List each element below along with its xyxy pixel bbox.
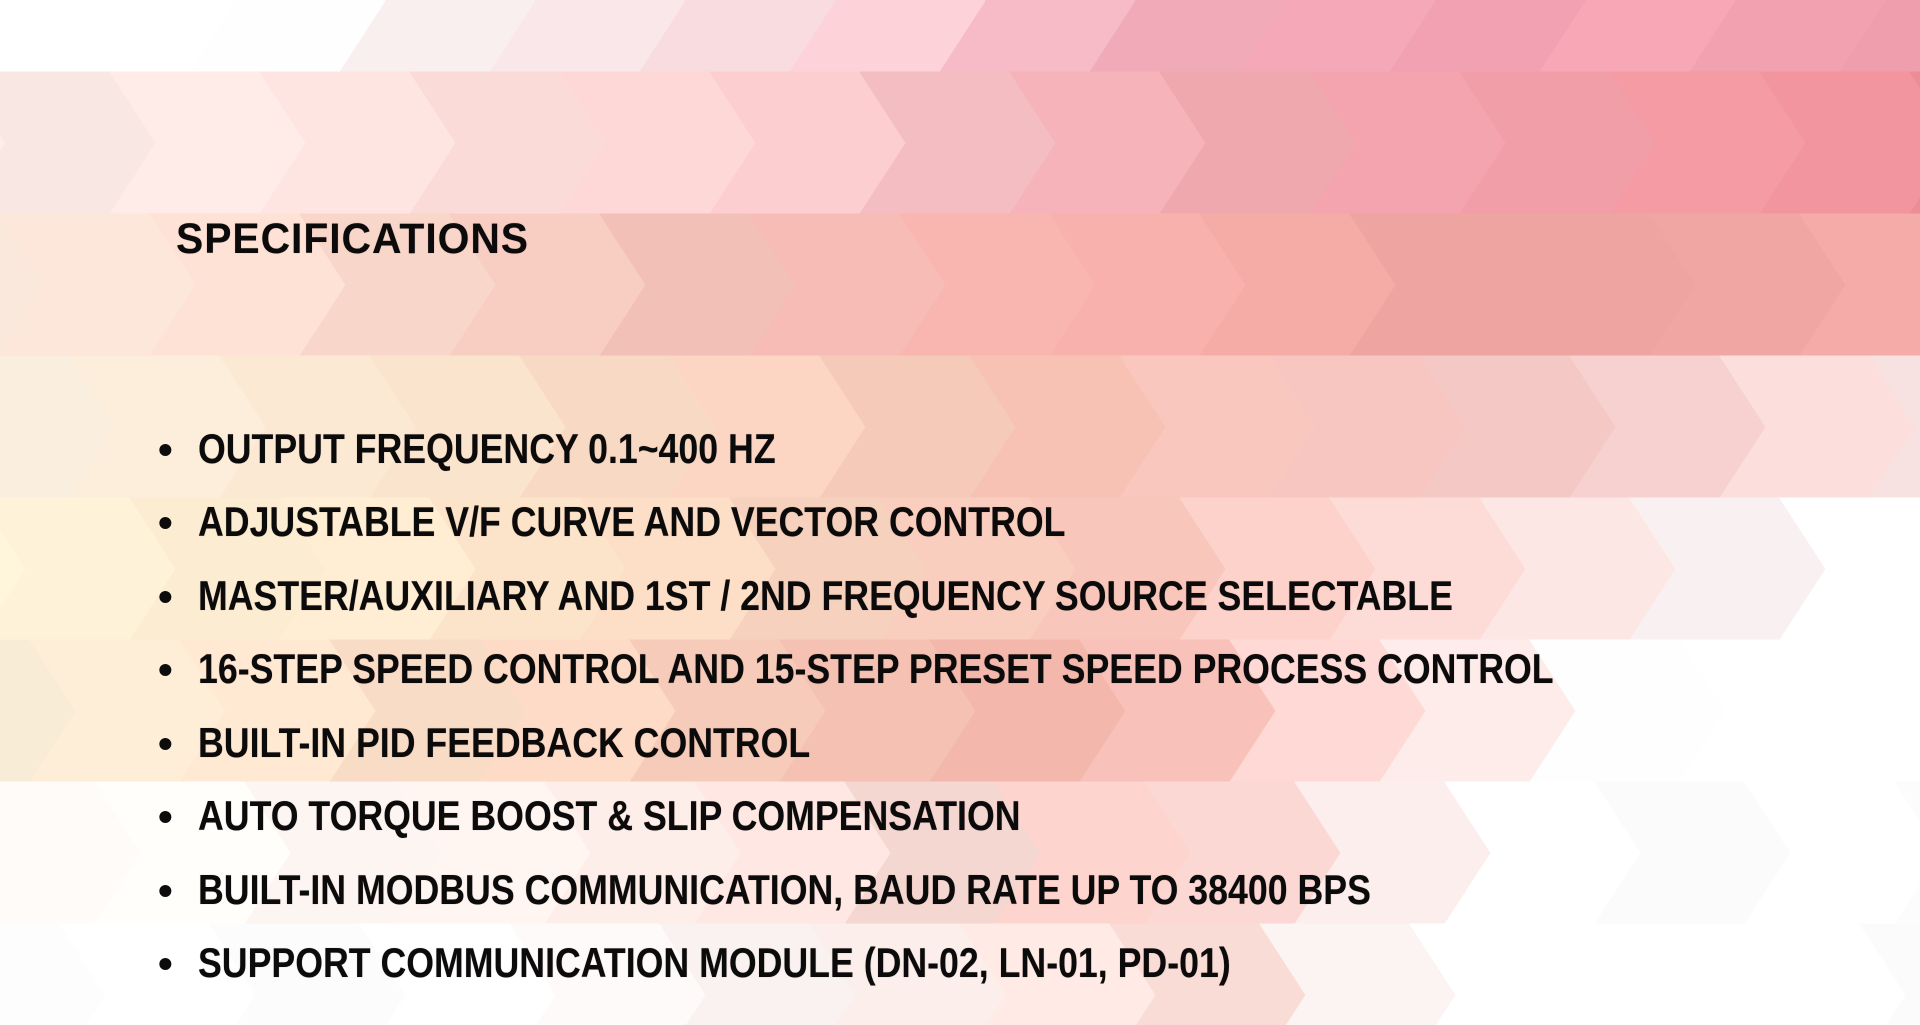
spec-bullet-item <box>158 633 1793 707</box>
spec-bullet-text: SUPPORT COMMUNICATION MODULE (DN-02, LN-01, PD-01) <box>198 939 1231 987</box>
bullet-dot: • <box>158 499 173 547</box>
spec-bullet-item <box>158 780 1793 854</box>
spec-bullet-item <box>158 927 1793 1001</box>
spec-bullet-text: AUTO TORQUE BOOST & SLIP COMPENSATION <box>198 792 1021 840</box>
spec-bullet-text: MASTER/AUXILIARY AND 1ST / 2ND FREQUENCY SOURCE SELECTABLE <box>198 571 1453 619</box>
bullet-dot: • <box>158 866 173 914</box>
page-title: SPECIFICATIONS <box>176 215 529 263</box>
bullet-dot: • <box>158 940 173 988</box>
spec-bullet-item <box>158 559 1793 633</box>
bullet-dot: • <box>158 425 173 473</box>
spec-bullet-text: BUILT-IN MODBUS COMMUNICATION, BAUD RATE UP TO 38400 BPS <box>198 865 1371 913</box>
spec-bullet-item <box>158 412 1793 486</box>
spec-bullet-text: BUILT-IN PID FEEDBACK CONTROL <box>198 718 811 766</box>
bullet-dot: • <box>158 646 173 694</box>
spec-bullet-item <box>158 486 1793 560</box>
bullet-dot: • <box>158 572 173 620</box>
spec-bullet-item <box>158 706 1793 780</box>
spec-bullet-text: OUTPUT FREQUENCY 0.1~400 HZ <box>198 424 776 472</box>
spec-list <box>158 412 1793 1000</box>
spec-bullet-item <box>158 853 1793 927</box>
bullet-dot: • <box>158 719 173 767</box>
spec-bullet-text: ADJUSTABLE V/F CURVE AND VECTOR CONTROL <box>198 498 1066 546</box>
spec-bullet-text: 16-STEP SPEED CONTROL AND 15-STEP PRESET SPEED PROCESS CONTROL <box>198 645 1554 693</box>
bullet-dot: • <box>158 793 173 841</box>
